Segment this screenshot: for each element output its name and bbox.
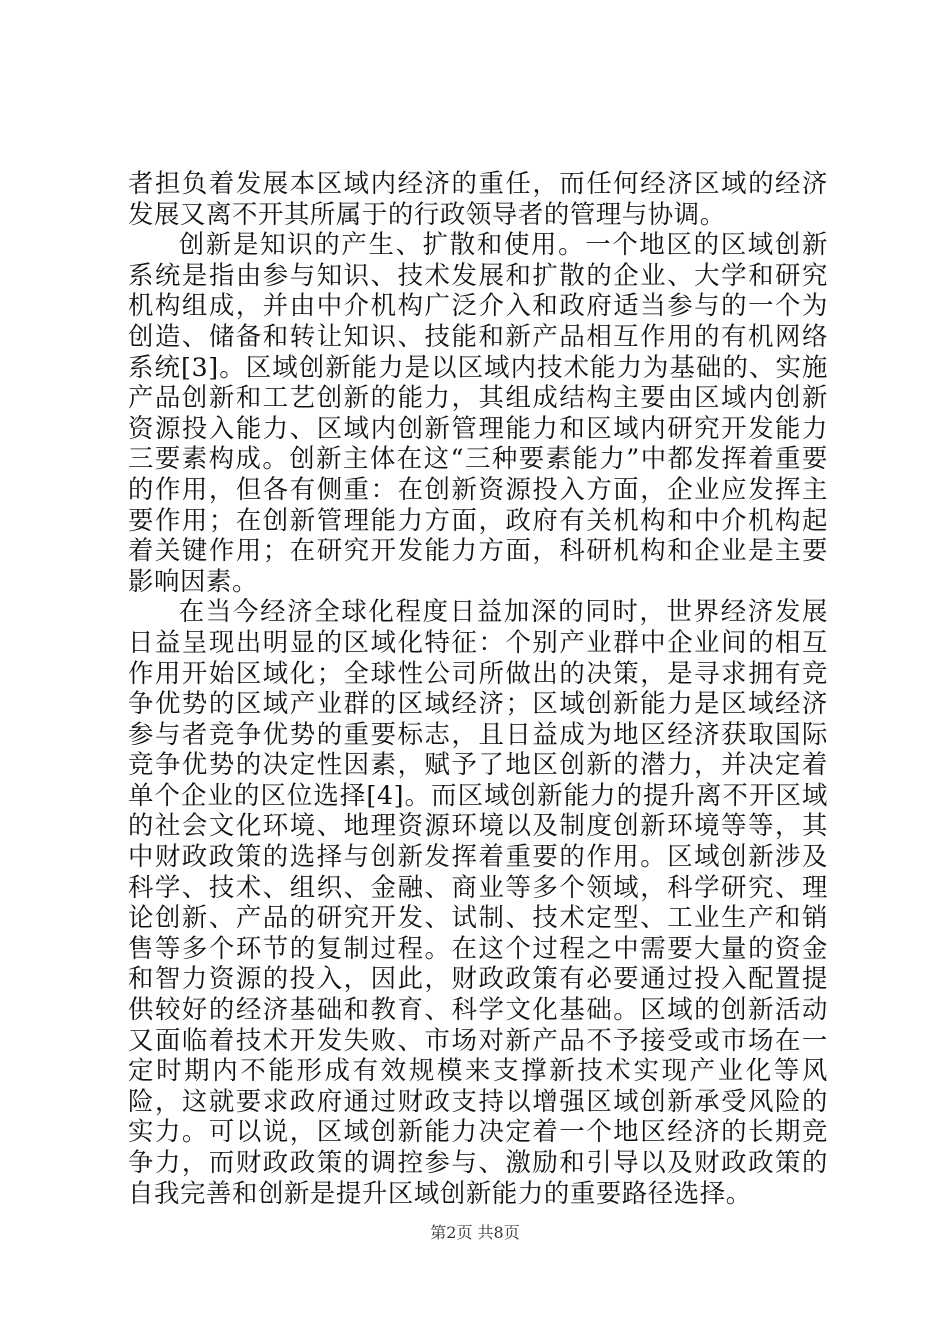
- paragraph-regional-innovation-system: 创新是知识的产生、扩散和使用。一个地区的区域创新系统是指由参与知识、技术发展和扩散的企业、大学和研究机构组成，并由中介机构广泛介入和政府适当参与的一个为创造、储备和转让知识、技能和新产品相互作用的有机网络系统[3]。区域创新能力是以区域内技术能力为基础的、实施产品创新和工艺创新的能力，其组成结构主要由区域内创新资源投入能力、区域内创新管理能力和区域内研究开发能力三要素构成。创新主体在这“三种要素能力”中都发挥着重要的作用，但各有侧重：在创新资源投入方面，企业应发挥主要作用；在创新管理能力方面，政府有关机构和中介机构起着关键作用；在研究开发能力方面，科研机构和企业是主要影响因素。: [128, 229, 828, 596]
- page-number-footer: 第2页 共8页: [430, 1223, 520, 1242]
- paragraph-globalization-fiscal-policy: 在当今经济全球化程度日益加深的同时，世界经济发展日益呈现出明显的区域化特征：个别产业群中企业间的相互作用开始区域化；全球性公司所做出的决策，是寻求拥有竞争优势的区域产业群的区域经济；区域创新能力是区域经济参与者竞争优势的重要标志，且日益成为地区经济获取国际竞争优势的决定性因素，赋予了地区创新的潜力，并决定着单个企业的区位选择[4]。而区域创新能力的提升离不开区域的社会文化环境、地理资源环境以及制度创新环境等等，其中财政政策的选择与创新发挥着重要的作用。区域创新涉及科学、技术、组织、金融、商业等多个领域，科学研究、理论创新、产品的研究开发、试制、技术定型、工业生产和销售等多个环节的复制过程。在这个过程之中需要大量的资金和智力资源的投入，因此，财政政策有必要通过投入配置提供较好的经济基础和教育、科学文化基础。区域的创新活动又面临着技术开发失败、市场对新产品不予接受或市场在一定时期内不能形成有效规模来支撑新技术实现产业化等风险，这就要求政府通过财政支持以增强区域创新承受风险的实力。可以说，区域创新能力决定着一个地区经济的长期竞争力，而财政政策的调控参与、激励和引导以及财政政策的自我完善和创新是提升区域创新能力的重要路径选择。: [128, 596, 828, 1208]
- document-body: [128, 168, 828, 1208]
- paragraph-continuation: 者担负着发展本区域内经济的重任，而任何经济区域的经济发展又离不开其所属于的行政领导者的管理与协调。: [128, 168, 828, 229]
